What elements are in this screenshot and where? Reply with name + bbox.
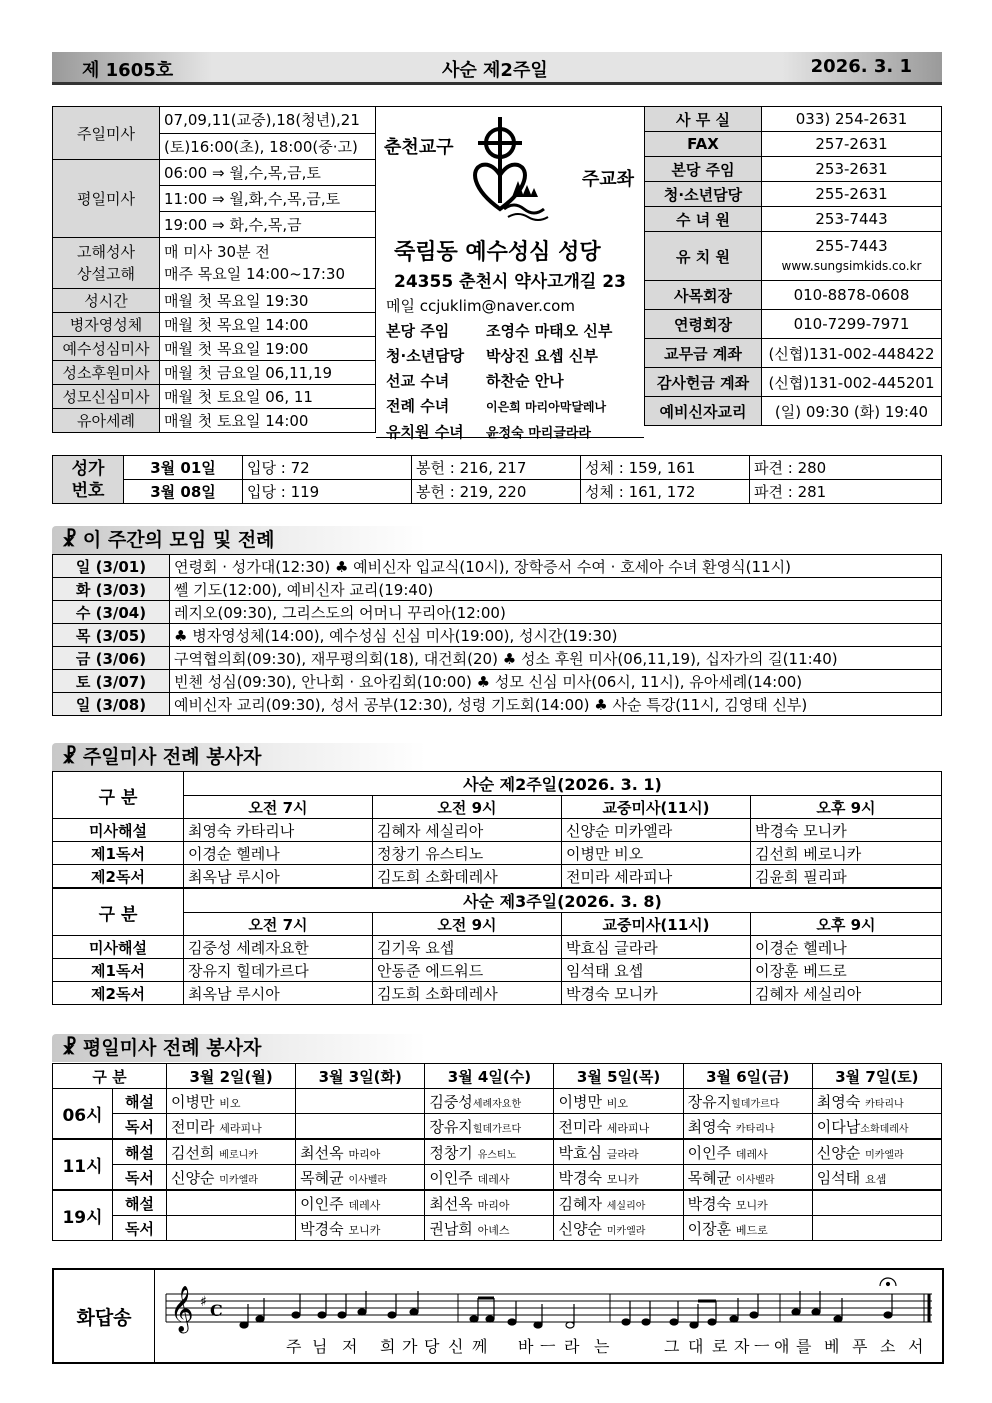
week-section-header <box>52 526 426 554</box>
server-name: 최옥남 루시아 <box>184 865 373 889</box>
server-name: 신양순 미카엘라 <box>562 819 751 842</box>
staff-row <box>386 369 612 394</box>
server-name: 전미라 세라피나 <box>562 865 751 889</box>
contact-label: 유 치 원 <box>645 232 762 281</box>
weekday-servers-table <box>52 1063 942 1241</box>
server-name <box>683 1216 812 1241</box>
baptismal-name: 데레사 <box>735 1147 768 1161</box>
staff-name: 이은희 마리아막달레나 <box>486 400 607 414</box>
chi-rho-icon: ☧ <box>62 746 77 768</box>
contact-value: 033) 254-2631 <box>762 107 942 132</box>
server-name <box>167 1114 296 1140</box>
server-name: 김중성 세례자요한 <box>184 936 373 959</box>
week-day: 일 (3/01) <box>53 555 170 578</box>
baptismal-name: 세라피나 <box>606 1121 650 1135</box>
time-col: 교중미사(11시) <box>562 913 751 936</box>
contact-value: 255-2631 <box>762 182 942 207</box>
server-name <box>683 1165 812 1191</box>
time-col: 오전 7시 <box>184 913 373 936</box>
server-name: 이병만 비오 <box>562 842 751 865</box>
mass-time: 19시 <box>53 1190 113 1241</box>
server-name-main: 최영숙 <box>687 1117 732 1136</box>
server-name: 안동준 에드워드 <box>373 959 562 982</box>
week-day: 수 (3/04) <box>53 601 170 624</box>
baptismal-name: 요셉 <box>865 1172 887 1186</box>
diocese-name: 춘천교구 <box>384 137 454 158</box>
hymn-date: 3월 01일 <box>124 456 243 480</box>
server-name <box>296 1190 425 1216</box>
lyric-syllable: 푸 <box>852 1337 868 1356</box>
sunday-section-title: 주일미사 전례 봉사자 <box>82 746 262 768</box>
sunday-heading: 사순 제2주일(2026. 3. 1) <box>184 772 942 796</box>
schedule-value: 매월 첫 목요일 19:00 <box>160 337 376 361</box>
server-name: 장유지 힐데가르다 <box>184 959 373 982</box>
hymn-dismissal: 파견 : 281 <box>750 480 942 504</box>
staff-role: 선교 수녀 <box>386 372 450 390</box>
server-name-main: 신양순 <box>171 1168 215 1187</box>
lyric-syllable: 를 <box>796 1337 812 1356</box>
contact-value: 253-7443 <box>762 207 942 232</box>
staff-name: 조영수 마태오 신부 <box>486 322 613 340</box>
sunday-section-header <box>52 743 426 771</box>
baptismal-name: 비오 <box>606 1096 629 1110</box>
day-col: 3월 5일(목) <box>554 1064 683 1089</box>
baptismal-name: 모니카 <box>606 1172 639 1186</box>
server-role: 제2독서 <box>53 982 184 1005</box>
staff-name: 하찬순 안나 <box>486 372 564 390</box>
server-name: 김혜자 세실리아 <box>751 982 942 1005</box>
server-role: 미사해설 <box>53 819 184 842</box>
baptismal-name: 베로니카 <box>219 1149 258 1161</box>
week-day: 일 (3/08) <box>53 693 170 716</box>
contact-label: 교무금 계좌 <box>645 339 762 368</box>
staff-row <box>386 344 612 369</box>
schedule-value: 19:00 ⇒ 화,수,목,금 <box>160 212 376 238</box>
parish-panel <box>376 106 644 441</box>
contact-value: 257-2631 <box>762 132 942 157</box>
category-label: 구 분 <box>53 1064 167 1089</box>
baptismal-name: 세실리아 <box>606 1200 646 1212</box>
server-name-main: 이병만 <box>558 1092 602 1111</box>
server-role: 독서 <box>113 1216 167 1241</box>
baptismal-name: 마리아 <box>477 1198 510 1212</box>
mass-schedule-table <box>52 106 376 433</box>
server-name: 김혜자 세실리아 <box>373 819 562 842</box>
server-name <box>812 1190 941 1216</box>
issue-date: 2026. 3. 1 <box>810 56 912 77</box>
server-role: 제1독서 <box>53 959 184 982</box>
hymn-dismissal: 파견 : 280 <box>750 456 942 480</box>
server-name-main: 목혜균 <box>687 1168 732 1187</box>
server-name: 김선희 베로니카 <box>751 842 942 865</box>
server-name <box>554 1139 683 1165</box>
chi-rho-icon: ☧ <box>62 1037 77 1059</box>
weekday-section-header <box>52 1034 426 1062</box>
server-name-main: 목혜균 <box>300 1168 344 1187</box>
contact-label: 사목회장 <box>645 281 762 310</box>
server-name <box>554 1190 683 1216</box>
baptismal-name: 아녜스 <box>477 1223 510 1237</box>
schedule-label: 유아세례 <box>53 409 160 433</box>
staff-role: 본당 주임 <box>386 322 450 340</box>
server-name: 박경숙 모니카 <box>562 982 751 1005</box>
baptismal-name: 데레사 <box>348 1198 381 1212</box>
baptismal-name: 글라라 <box>606 1147 639 1161</box>
server-name-main: 전미라 <box>558 1117 602 1136</box>
kindergarten-url[interactable]: www.sungsimkids.co.kr <box>781 259 922 273</box>
week-events: 레지오(09:30), 그리스도의 어머니 꾸리아(12:00) <box>170 601 942 624</box>
staff-role: 전례 수녀 <box>386 397 450 415</box>
baptismal-name: 힐데가르다 <box>472 1123 522 1135</box>
staff-name: 박상진 요셉 신부 <box>486 347 598 365</box>
hymn-label: 성가 <box>71 458 105 479</box>
lyric-syllable: 님 <box>312 1337 328 1356</box>
lyric-syllable: 주 <box>286 1337 302 1356</box>
server-name <box>425 1216 554 1241</box>
server-name: 최영숙 카타리나 <box>184 819 373 842</box>
lyric-syllable: 가 <box>402 1337 418 1356</box>
contact-label: 감사헌금 계좌 <box>645 368 762 397</box>
server-name: 이장훈 베드로 <box>751 959 942 982</box>
lyric-syllable: 로 <box>712 1337 728 1356</box>
server-name <box>812 1139 941 1165</box>
contact-value: 253-2631 <box>762 157 942 182</box>
lyric-syllable: 대 <box>688 1337 704 1356</box>
lyric-syllable: 라 <box>564 1337 580 1356</box>
server-name <box>812 1089 941 1114</box>
server-name <box>296 1165 425 1191</box>
server-name <box>554 1114 683 1140</box>
psalm-lyrics <box>156 1334 942 1356</box>
server-name-main: 최영숙 <box>816 1092 861 1111</box>
schedule-label: 평일미사 <box>53 160 160 238</box>
server-name <box>683 1139 812 1165</box>
header-bar <box>52 52 942 85</box>
baptismal-name: 베드로 <box>735 1223 768 1237</box>
schedule-label: 성모신심미사 <box>53 385 160 409</box>
baptismal-name: 힐데가르다 <box>731 1098 780 1110</box>
schedule-label: 병자영성체 <box>53 313 160 337</box>
sunday-servers-table <box>52 771 942 1005</box>
server-name <box>296 1089 425 1114</box>
lyric-syllable: 자 <box>734 1337 750 1356</box>
server-name <box>554 1216 683 1241</box>
server-name <box>167 1216 296 1241</box>
hymn-offertory: 봉헌 : 216, 217 <box>412 456 581 480</box>
server-name <box>683 1190 812 1216</box>
lyric-syllable: 소 <box>880 1337 896 1356</box>
staff-row <box>386 420 612 446</box>
common-time-icon: C <box>210 1301 223 1320</box>
mass-time: 11시 <box>53 1139 113 1190</box>
staff-list <box>386 319 612 446</box>
page-title: 사순 제2주일 <box>442 60 548 81</box>
contact-label: 연령회장 <box>645 310 762 339</box>
contact-value: (신협)131-002-448422 <box>762 339 942 368</box>
schedule-value: 매월 첫 토요일 06, 11 <box>160 385 376 409</box>
contact-label: 본당 주임 <box>645 157 762 182</box>
server-name-main: 이인주 <box>687 1143 732 1162</box>
week-events: 쎌 기도(12:00), 예비신자 교리(19:40) <box>170 578 942 601</box>
schedule-value: 07,09,11(교중),18(청년),21 <box>160 107 376 134</box>
baptismal-name: 이사벨라 <box>348 1174 388 1186</box>
lyric-syllable: 서 <box>908 1337 924 1356</box>
baptismal-name: 세례자요한 <box>472 1098 522 1110</box>
parish-logo-icon <box>468 113 552 229</box>
time-col: 오후 9시 <box>751 913 942 936</box>
server-name <box>812 1216 941 1241</box>
schedule-value: 매월 첫 토요일 14:00 <box>160 409 376 433</box>
hymn-entry: 입당 : 119 <box>243 480 412 504</box>
server-name <box>425 1190 554 1216</box>
church-name: 죽림동 예수성심 성당 <box>394 240 601 265</box>
server-name-main: 장유지 <box>429 1117 473 1136</box>
server-name-main: 정창기 <box>429 1143 473 1162</box>
schedule-label: 주일미사 <box>53 107 160 160</box>
treble-clef-icon: 𝄞 <box>170 1286 194 1332</box>
week-table <box>52 554 942 716</box>
contact-label: 예비신자교리 <box>645 397 762 426</box>
server-role: 제1독서 <box>53 842 184 865</box>
server-name-main: 이인주 <box>429 1168 473 1187</box>
server-name: 김도희 소화데레사 <box>373 865 562 889</box>
time-col: 오전 9시 <box>373 913 562 936</box>
day-col: 3월 4일(수) <box>425 1064 554 1089</box>
contact-table <box>644 106 942 426</box>
time-col: 오전 9시 <box>373 796 562 819</box>
server-role: 독서 <box>113 1114 167 1140</box>
staff-name: 윤정숙 마리글라라 <box>486 426 591 441</box>
server-role: 독서 <box>113 1165 167 1191</box>
server-name: 이경순 헬레나 <box>184 842 373 865</box>
weekday-section-title: 평일미사 전례 봉사자 <box>82 1037 262 1059</box>
staff-row <box>386 319 612 344</box>
issue-number: 제 1605호 <box>82 60 174 81</box>
hymn-table <box>52 455 942 504</box>
lyric-syllable: 희 <box>380 1337 396 1356</box>
server-name-main: 임석태 <box>816 1168 861 1187</box>
time-col: 교중미사(11시) <box>562 796 751 819</box>
server-name <box>167 1139 296 1165</box>
hymn-communion: 성체 : 159, 161 <box>581 456 750 480</box>
baptismal-name: 소화데레사 <box>860 1123 909 1135</box>
schedule-value: 매월 첫 금요일 06,11,19 <box>160 361 376 385</box>
lyric-syllable: 베 <box>824 1337 840 1356</box>
lyric-syllable: 저 <box>342 1337 358 1356</box>
baptismal-name: 유스티노 <box>477 1149 517 1161</box>
schedule-label: 예수성심미사 <box>53 337 160 361</box>
mass-time: 06시 <box>53 1089 113 1140</box>
schedule-value: 매월 첫 목요일 19:30 <box>160 289 376 313</box>
contact-label: FAX <box>645 132 762 157</box>
server-name <box>812 1165 941 1191</box>
server-name <box>296 1216 425 1241</box>
week-day: 금 (3/06) <box>53 647 170 670</box>
server-name-main: 이장훈 <box>687 1219 732 1238</box>
hymn-date: 3월 08일 <box>124 480 243 504</box>
staff-role: 청·소년담당 <box>386 347 465 365</box>
baptismal-name: 카타리나 <box>735 1123 775 1135</box>
baptismal-name: 카타리나 <box>865 1098 904 1110</box>
lyric-syllable: 당 <box>424 1337 440 1356</box>
server-name-main: 박경숙 <box>687 1194 732 1213</box>
server-name: 임석태 요셉 <box>562 959 751 982</box>
lyric-syllable: 그 <box>664 1337 680 1356</box>
server-name-main: 신양순 <box>816 1143 861 1162</box>
category-label: 구 분 <box>53 888 184 936</box>
notes <box>240 1278 896 1328</box>
server-name: 최옥남 루시아 <box>184 982 373 1005</box>
baptismal-name: 모니카 <box>348 1223 381 1237</box>
server-name: 박효심 글라라 <box>562 936 751 959</box>
sunday-heading: 사순 제3주일(2026. 3. 8) <box>184 888 942 913</box>
lyric-syllable: ㅡ <box>754 1337 770 1356</box>
schedule-value: 매 미사 30분 전 <box>164 243 270 261</box>
schedule-label: 성시간 <box>53 289 160 313</box>
server-name-main: 이인주 <box>300 1194 344 1213</box>
server-name <box>296 1139 425 1165</box>
baptismal-name: 모니카 <box>735 1198 768 1212</box>
hymn-label: 번호 <box>71 480 105 501</box>
schedule-label: 성소후원미사 <box>53 361 160 385</box>
server-name <box>425 1165 554 1191</box>
baptismal-name: 이사벨라 <box>735 1174 775 1186</box>
day-col: 3월 7일(토) <box>812 1064 941 1089</box>
server-name-main: 김혜자 <box>558 1194 602 1213</box>
server-name-main: 김선희 <box>171 1143 215 1162</box>
server-name <box>683 1089 812 1114</box>
schedule-value: 06:00 ⇒ 월,수,목,금,토 <box>160 160 376 186</box>
baptismal-name: 마리아 <box>348 1147 381 1161</box>
week-events: 연령회 · 성가대(12:30) ♣ 예비신자 입교식(10시), 장학증서 수여 · 호세아 수녀 환영식(11시) <box>170 555 942 578</box>
server-name: 김기욱 요셉 <box>373 936 562 959</box>
server-role: 해설 <box>113 1190 167 1216</box>
server-role: 해설 <box>113 1089 167 1114</box>
server-name <box>554 1165 683 1191</box>
contact-value: (신협)131-002-445201 <box>762 368 942 397</box>
server-name-main: 전미라 <box>171 1117 215 1136</box>
server-name: 김도희 소화데레사 <box>373 982 562 1005</box>
server-name-main: 장유지 <box>687 1092 732 1111</box>
server-name <box>425 1089 554 1114</box>
time-col: 오후 9시 <box>751 796 942 819</box>
server-role: 제2독서 <box>53 865 184 889</box>
week-day: 토 (3/07) <box>53 670 170 693</box>
server-name-main: 신양순 <box>558 1219 602 1238</box>
hymn-entry: 입당 : 72 <box>243 456 412 480</box>
server-name: 김윤희 필리파 <box>751 865 942 889</box>
lyric-syllable: ㅡ <box>540 1337 556 1356</box>
hymn-communion: 성체 : 161, 172 <box>581 480 750 504</box>
server-name-main: 박경숙 <box>558 1168 602 1187</box>
server-name-main: 박경숙 <box>300 1219 344 1238</box>
contact-label: 사 무 실 <box>645 107 762 132</box>
server-name-main: 이병만 <box>171 1092 215 1111</box>
contact-label: 수 녀 원 <box>645 207 762 232</box>
server-name <box>167 1190 296 1216</box>
schedule-label: 고해성사 상설고해 <box>53 238 160 289</box>
day-col: 3월 2일(월) <box>167 1064 296 1089</box>
contact-value: 010-7299-7971 <box>762 310 942 339</box>
server-name <box>425 1139 554 1165</box>
parish-type: 주교좌 <box>581 169 634 190</box>
baptismal-name: 미카엘라 <box>865 1149 904 1161</box>
lyric-syllable: 신 <box>448 1337 464 1356</box>
staff-role: 유치원 수녀 <box>386 423 464 441</box>
week-events: ♣ 병자영성체(14:00), 예수성심 신심 미사(19:00), 성시간(19:30) <box>170 624 942 647</box>
server-name <box>812 1114 941 1140</box>
day-col: 3월 6일(금) <box>683 1064 812 1089</box>
lyric-syllable: 애 <box>774 1337 790 1356</box>
schedule-value: 매주 목요일 14:00~17:30 <box>164 265 346 283</box>
week-events: 빈첸 성심(09:30), 안나회 · 요아킴회(10:00) ♣ 성모 신심 미사(06시, 11시), 유아세례(14:00) <box>170 670 942 693</box>
schedule-value: 11:00 ⇒ 월,화,수,목,금,토 <box>160 186 376 212</box>
server-name-main: 최선옥 <box>429 1194 473 1213</box>
baptismal-name: 비오 <box>219 1096 241 1110</box>
server-name: 정창기 유스티노 <box>373 842 562 865</box>
server-name <box>554 1089 683 1114</box>
sharp-icon: ♯ <box>200 1294 207 1310</box>
lyric-syllable: 께 <box>472 1337 488 1356</box>
server-name-main: 박효심 <box>558 1143 602 1162</box>
chi-rho-icon: ☧ <box>62 529 77 551</box>
baptismal-name: 세라피나 <box>219 1121 262 1135</box>
server-name: 박경숙 모니카 <box>751 819 942 842</box>
week-events: 구역협의회(09:30), 재무평의회(18), 대건회(20) ♣ 성소 후원 미사(06,11,19), 십자가의 길(11:40) <box>170 647 942 670</box>
baptismal-name: 데레사 <box>477 1172 510 1186</box>
psalm-label: 화답송 <box>54 1270 155 1362</box>
lyric-syllable: 는 <box>594 1337 610 1356</box>
week-section-title: 이 주간의 모임 및 전례 <box>82 529 275 551</box>
server-name <box>167 1089 296 1114</box>
contact-value: 010-8878-0608 <box>762 281 942 310</box>
server-name-main: 권남희 <box>429 1219 473 1238</box>
server-name-main: 김중성 <box>429 1092 473 1111</box>
server-role: 미사해설 <box>53 936 184 959</box>
hymn-offertory: 봉헌 : 219, 220 <box>412 480 581 504</box>
staff-row <box>386 394 612 420</box>
server-name-main: 이다남 <box>816 1117 861 1136</box>
server-name <box>683 1114 812 1140</box>
schedule-value: (토)16:00(초), 18:00(중·고) <box>160 133 376 160</box>
server-role: 해설 <box>113 1139 167 1165</box>
church-email: 메일 ccjuklim@naver.com <box>386 297 575 315</box>
category-label: 구 분 <box>53 772 184 819</box>
week-day: 목 (3/05) <box>53 624 170 647</box>
schedule-value: 매월 첫 목요일 14:00 <box>160 313 376 337</box>
day-col: 3월 3일(화) <box>296 1064 425 1089</box>
contact-label: 청·소년담당 <box>645 182 762 207</box>
time-col: 오전 7시 <box>184 796 373 819</box>
baptismal-name: 미카엘라 <box>606 1225 646 1237</box>
week-day: 화 (3/03) <box>53 578 170 601</box>
baptismal-name: 미카엘라 <box>219 1174 258 1186</box>
church-address: 24355 춘천시 약사고개길 23 <box>394 272 626 292</box>
server-name-main: 최선옥 <box>300 1143 344 1162</box>
server-name <box>296 1114 425 1140</box>
week-events: 예비신자 교리(09:30), 성서 공부(12:30), 성령 기도회(14:00) ♣ 사순 특강(11시, 김영태 신부) <box>170 693 942 716</box>
server-name: 이경순 헬레나 <box>751 936 942 959</box>
lyric-syllable: 바 <box>518 1337 534 1356</box>
psalm-box <box>52 1268 944 1364</box>
contact-value: (일) 09:30 (화) 19:40 <box>762 397 942 426</box>
server-name <box>167 1165 296 1191</box>
contact-value: 255-7443 <box>815 237 888 255</box>
server-name <box>425 1114 554 1140</box>
